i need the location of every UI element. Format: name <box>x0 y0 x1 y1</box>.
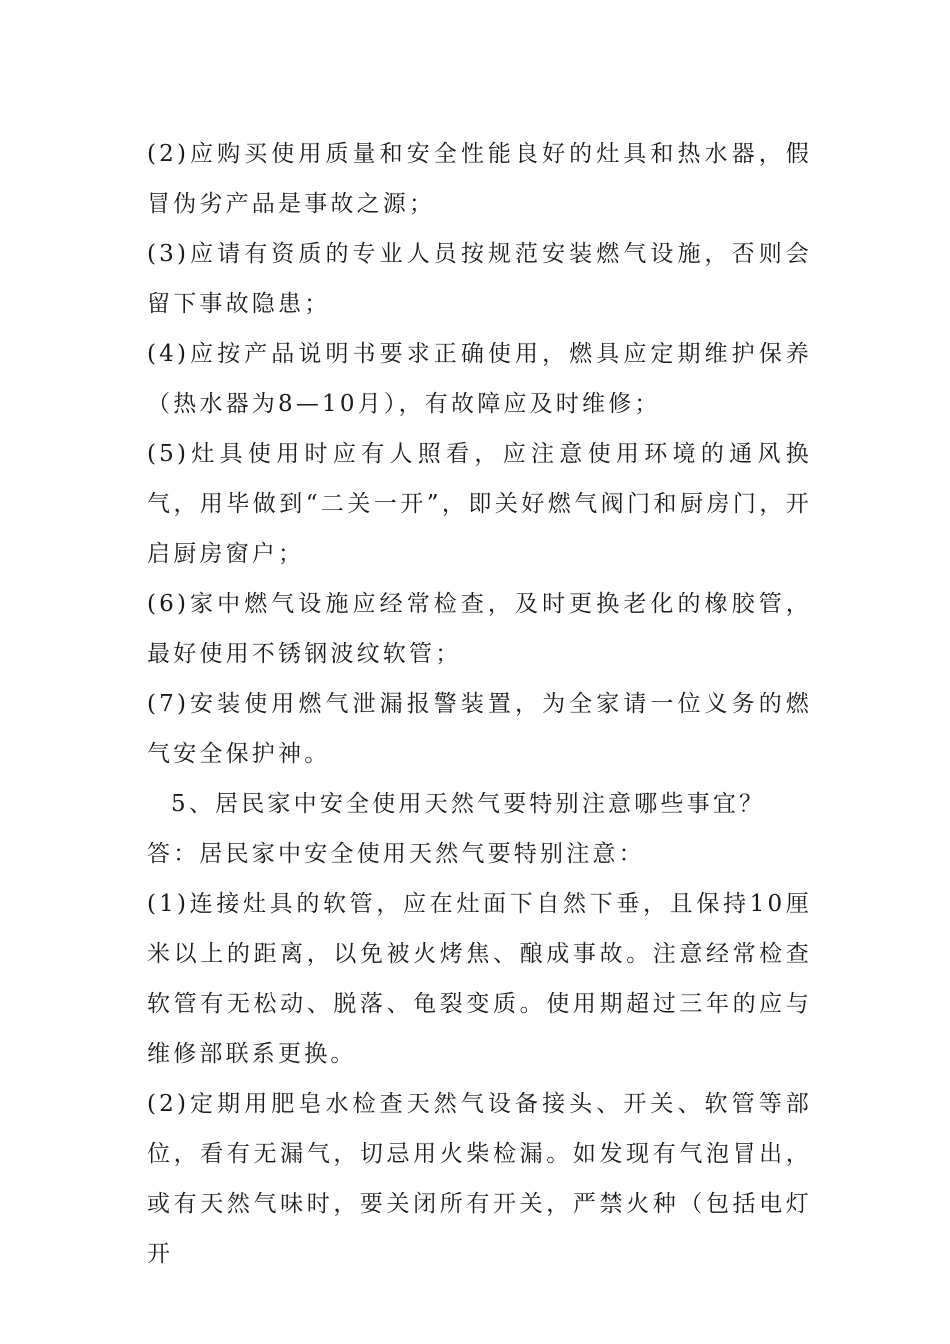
paragraph-item-7: (7)安装使用燃气泄漏报警装置，为全家请一位义务的燃气安全保护神。 <box>147 691 812 767</box>
paragraph-item-4: (4)应按产品说明书要求正确使用，燃具应定期维护保养（热水器为8—10月），有故障应及时维修； <box>147 341 812 417</box>
question-heading: 5、居民家中安全使用天然气要特别注意哪些事宜？ <box>171 791 766 817</box>
answer-intro: 答：居民家中安全使用天然气要特别注意： <box>147 841 645 867</box>
paragraph-item-5: (5)灶具使用时应有人照看，应注意使用环境的通风换气，用毕做到“二关一开”，即关好燃气阀门和厨房门，开启厨房窗户； <box>147 441 812 567</box>
answer-item-1: (1)连接灶具的软管，应在灶面下自然下垂，且保持10厘米以上的距离，以免被火烤焦、酿成事故。注意经常检查软管有无松动、脱落、龟裂变质。使用期超过三年的应与维修部联系更换。 <box>147 891 812 1067</box>
answer-item-2: (2)定期用肥皂水检查天然气设备接头、开关、软管等部位，看有无漏气，切忌用火柴检漏。如发现有气泡冒出，或有天然气味时，要关闭所有开关，严禁火种（包括电灯开 <box>147 1091 812 1267</box>
paragraph-item-6: (6)家中燃气设施应经常检查，及时更换老化的橡胶管，最好使用不锈钢波纹软管； <box>147 591 812 667</box>
document-page <box>147 129 812 1279</box>
paragraph-item-3: (3)应请有资质的专业人员按规范安装燃气设施，否则会留下事故隐患； <box>147 241 812 317</box>
paragraph-item-2: (2)应购买使用质量和安全性能良好的灶具和热水器，假冒伪劣产品是事故之源； <box>147 141 812 217</box>
